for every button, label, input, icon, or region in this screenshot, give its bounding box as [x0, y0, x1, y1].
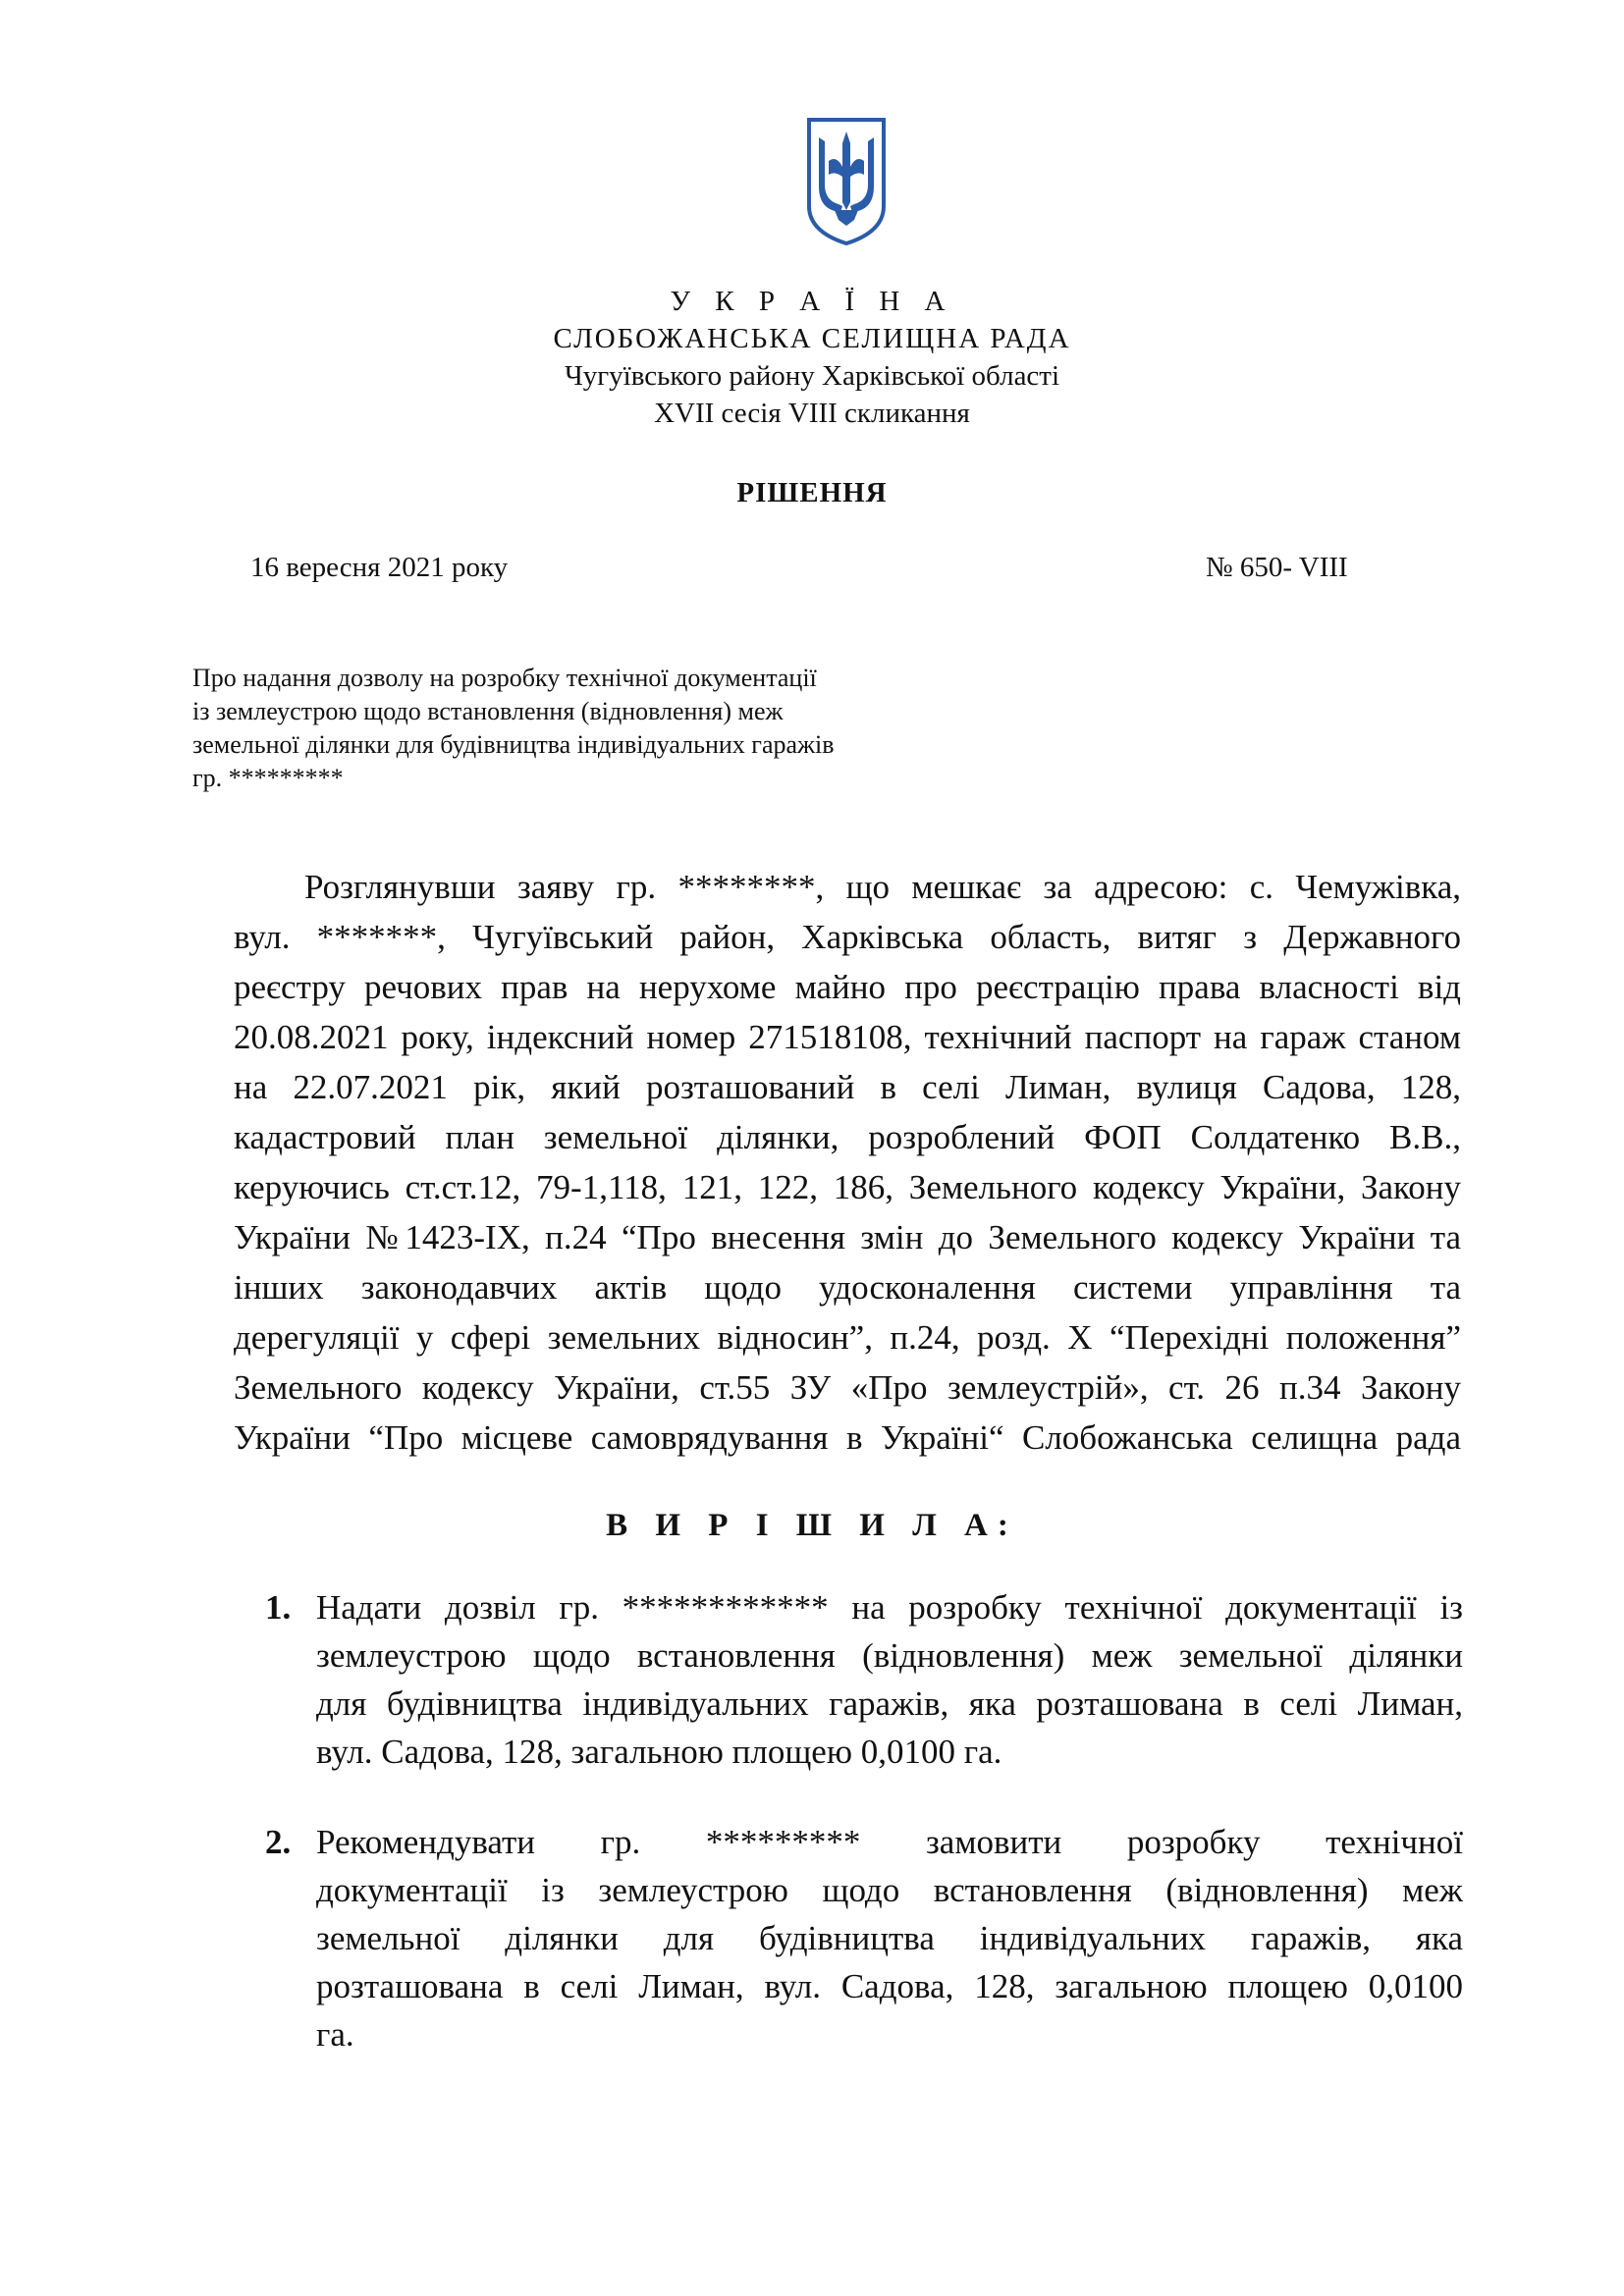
district-name: Чугуївського району Харківської області	[564, 360, 1060, 392]
subject-line: із землеустрою щодо встановлення (відновлення) меж	[192, 697, 784, 725]
decision-number: № 650- VIII	[1206, 552, 1348, 583]
session-name: XVII сесія VIII скликання	[654, 398, 970, 429]
preamble-line: керуючись ст.ст.12, 79-1,118, 121, 122, 186, Земельного кодексу України, Закону	[234, 1168, 1461, 1206]
item-line: розташована в селі Лиман, вул. Садова, 128, загальною площею 0,0100	[316, 1967, 1463, 2005]
council-name: СЛОБОЖАНСЬКА СЕЛИЩНА РАДА	[553, 323, 1071, 354]
preamble-line: Земельного кодексу України, ст.55 ЗУ «Про землеустрій», ст. 26 п.34 Закону	[234, 1368, 1461, 1407]
preamble-line: 20.08.2021 року, індексний номер 271518108, технічний паспорт на гараж станом	[234, 1018, 1461, 1056]
preamble-line: інших законодавчих актів щодо удосконалення системи управління та	[234, 1268, 1461, 1307]
preamble-line: вул. *******, Чугуївський район, Харківська область, витяг з Державного	[234, 918, 1461, 956]
decision-subject	[192, 662, 1076, 795]
item-line: земельної ділянки для будівництва індивідуальних гаражів, яка	[316, 1919, 1463, 1957]
item-line: Надати дозвіл гр. ************ на розробку технічної документації із	[316, 1588, 1463, 1627]
preamble-line: реєстру речових прав на нерухоме майно про реєстрацію права власності від	[234, 968, 1461, 1006]
document-header	[0, 283, 1624, 432]
item-number: 1.	[265, 1588, 292, 1627]
decision-item	[265, 1818, 1463, 2058]
country-name: У К Р А Ї Н А	[670, 286, 954, 317]
preamble-line: на 22.07.2021 рік, який розташований в селі Лиман, вулиця Садова, 128,	[234, 1068, 1461, 1106]
item-line: землеустрою щодо встановлення (відновлення) меж земельної ділянки	[316, 1636, 1463, 1675]
item-line: вул. Садова, 128, загальною площею 0,0100 га.	[316, 1733, 1002, 1771]
decision-item	[265, 1583, 1463, 1776]
ukraine-coat-of-arms-icon	[805, 116, 888, 247]
resolved-heading: В И Р І Ш И Л А:	[606, 1508, 1018, 1543]
subject-line: Про надання дозволу на розробку технічної документації	[192, 664, 817, 692]
preamble-line: Розглянувши заяву гр. ********, що мешкає за адресою: с. Чемужівка,	[304, 868, 1461, 906]
preamble-line: України №1423-IX, п.24 “Про внесення змін до Земельного кодексу України та	[234, 1218, 1461, 1256]
decision-date: 16 вересня 2021 року	[250, 552, 509, 583]
preamble-line: України “Про місцеве самоврядування в Україні“ Слобожанська селищна рада	[234, 1418, 1461, 1457]
item-line: документації із землеустрою щодо встановлення (відновлення) меж	[316, 1871, 1463, 1909]
item-number: 2.	[265, 1823, 292, 1861]
subject-line: земельної ділянки для будівництва індивідуальних гаражів	[192, 730, 835, 759]
subject-line: гр. *********	[192, 764, 344, 792]
item-line: Рекомендувати гр. ********* замовити розробку технічної	[316, 1823, 1463, 1861]
preamble-paragraph	[234, 862, 1461, 1463]
item-line: для будівництва індивідуальних гаражів, яка розташована в селі Лиман,	[316, 1684, 1463, 1723]
preamble-line: дерегуляції у сфері земельних відносин”, п.24, розд. X “Перехідні положення”	[234, 1318, 1461, 1357]
item-line: га.	[316, 2015, 354, 2054]
decision-title: РІШЕННЯ	[736, 477, 888, 508]
preamble-line: кадастровий план земельної ділянки, розроблений ФОП Солдатенко В.В.,	[234, 1118, 1461, 1156]
